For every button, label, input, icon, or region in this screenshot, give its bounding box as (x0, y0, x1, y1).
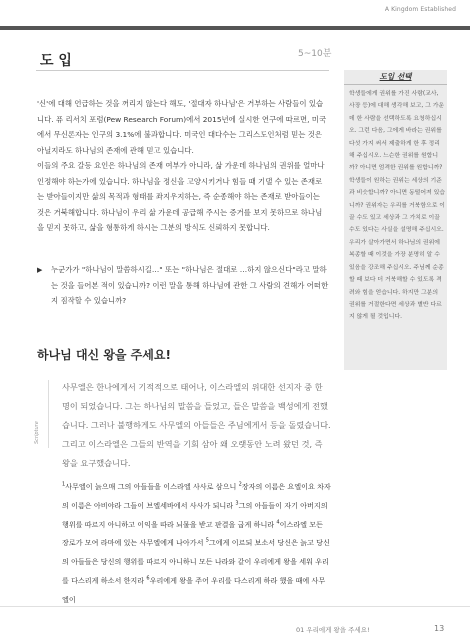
intro-divider (36, 70, 329, 71)
verse-number: 4 (276, 519, 280, 526)
verse-text: 우리에게 왕을 주어 우리를 다스리게 하라 했을 때에 사무엘이 (62, 575, 326, 604)
verse-text: 이스라엘 모든 장로가 모여 라마에 있는 사무엘에게 나아가서 (62, 519, 323, 548)
verse (62, 482, 239, 491)
verse-number: 2 (238, 481, 242, 488)
section-title: 하나님 대신 왕을 주세요! (37, 348, 171, 362)
triangle-bullet-icon: ▶ (37, 266, 43, 274)
bible-passage (62, 478, 332, 610)
discussion-question (37, 262, 329, 309)
verse-text: 그에게 이르되 보소서 당신은 늙고 당신의 아들들은 당신의 행위를 따르지 아니하니 모든 나라와 같이 우리에게 왕을 세워 우리를 다스리게 하소서 한지라 (62, 538, 330, 585)
sidebar-title: 도입 선택 (379, 72, 412, 81)
verse-number: 5 (205, 538, 209, 545)
intro-heading: 도 입 (40, 53, 72, 69)
footer-chapter-title: 01 우리에게 왕을 주세요! (296, 626, 370, 634)
verse-number: 1 (62, 481, 66, 488)
time-estimate: 5~10분 (298, 49, 332, 59)
intro-paragraph-1: '신'에 대해 언급하는 것을 꺼리지 않는다 해도, '절대자 하나님'은 거부하는 사람들이 있습니다. 퓨 리서치 포럼(Pew Research Forum)에서 2015년에 실시한 연구에 따르면, 미국에서 무신론자는 인구의 3.1%에 불과합니다. 미국인 대다수는 그리스도인처럼 믿는 것은 아닐지라도 하나님의 존재에 관해 믿고 있습니다. (37, 99, 327, 155)
intro-body (37, 96, 329, 236)
sidebar-body: 학생들에게 권위를 가진 사람(교사, 사장 등)에 대해 생각해 보고, 그 가운데 한 사람을 선택하도록 요청하십시오. 그런 다음, 그에게 바라는 권위를 다섯 가지 써서 제출하게 한 후 정리해 주십시오. 느슨한 권위를 원합니까? 아니면 엄격한 권위를 원합니까? 학생들이 원하는 권위는 세상의 기준과 비슷합니까? 아니면 동떨어져 있습니까? 권위자는 우리를 거북함으로 이끌 수도 있고 세상과 그 가치로 이끌 수도 있다는 사실을 설명해 주십시오. 우리가 살아가면서 하나님의 권위에 복종할 때 이것을 가장 분명히 알 수 있음을 강조해 주십시오. 주님께 순종할 때 보다 더 거북해할 수 있도록 격려와 힘을 얻습니다. 하지만 그분의 권위를 거절한다면 세상과 별반 다르지 않게 될 것입니다. (349, 91, 445, 321)
scripture-side-label: Scripture (34, 421, 40, 444)
page-number: 13 (434, 624, 445, 633)
verse-number: 6 (146, 575, 150, 582)
scripture-rule (48, 380, 49, 448)
verse-text: 사무엘이 늙으매 그의 아들들을 이스라엘 사사로 삼으니 (65, 482, 239, 491)
intro-paragraph-2: 이들의 주요 갈등 요인은 하나님의 존재 여부가 아니라, 삶 가운데 하나님의 권위를 얼마나 인정해야 하는가에 있습니다. 하나님을 정신을 고양시키거나 힘들 때 기댈 수 있는 존재로는 받아들이지만 삶의 목적과 형태를 좌지우지하는, 즉 순종해야 하는 존재로 받아들이는 것은 거북해합니다. 하나님이 우리 삶 가운데 공급해 주시는 증거를 보지 못하므로 하나님을 믿지 못하고, 삶을 형통하게 하시는 그분의 방식도 신뢰하지 못합니다. (37, 161, 325, 232)
discussion-question-text: 누군가가 "하나님이 말씀하시길…" 또는 "하나님은 절대로 …하지 않으신다"라고 말하는 것을 들어본 적이 있습니까? 이런 말을 통해 하나님에 관한 그 사람의 견해가 어떠한지 짐작할 수 있습니까? (51, 265, 329, 305)
top-divider-bar (0, 26, 470, 30)
verse-number: 3 (235, 500, 239, 507)
footer-divider (0, 606, 470, 607)
verse-text: 장자의 이름은 요엘이요 차자의 이름은 아비야라 그들이 브엘세바에서 사사가 되니라 (62, 482, 331, 510)
scripture-intro: 사무엘은 한나에게서 기적적으로 태어나, 이스라엘의 위대한 선지자 중 한 명이 되었습니다. 그는 하나님의 말씀을 들었고, 들은 말씀을 백성에게 전했습니다. 그러나 불행하게도 사무엘의 아들들은 주님에게서 등을 돌렸습니다. 그리고 이스라엘은 그들의 반역을 기회 삼아 왜 오랫동안 노려 왔던 것, 즉 왕을 요구했습니다. (62, 382, 331, 468)
verse-text: 그의 아들들이 자기 아버지의 행위를 따르지 아니하고 이익을 따라 뇌물을 받고 판결을 굽게 하니라 (62, 500, 328, 529)
series-header: A Kingdom Established (384, 6, 456, 13)
